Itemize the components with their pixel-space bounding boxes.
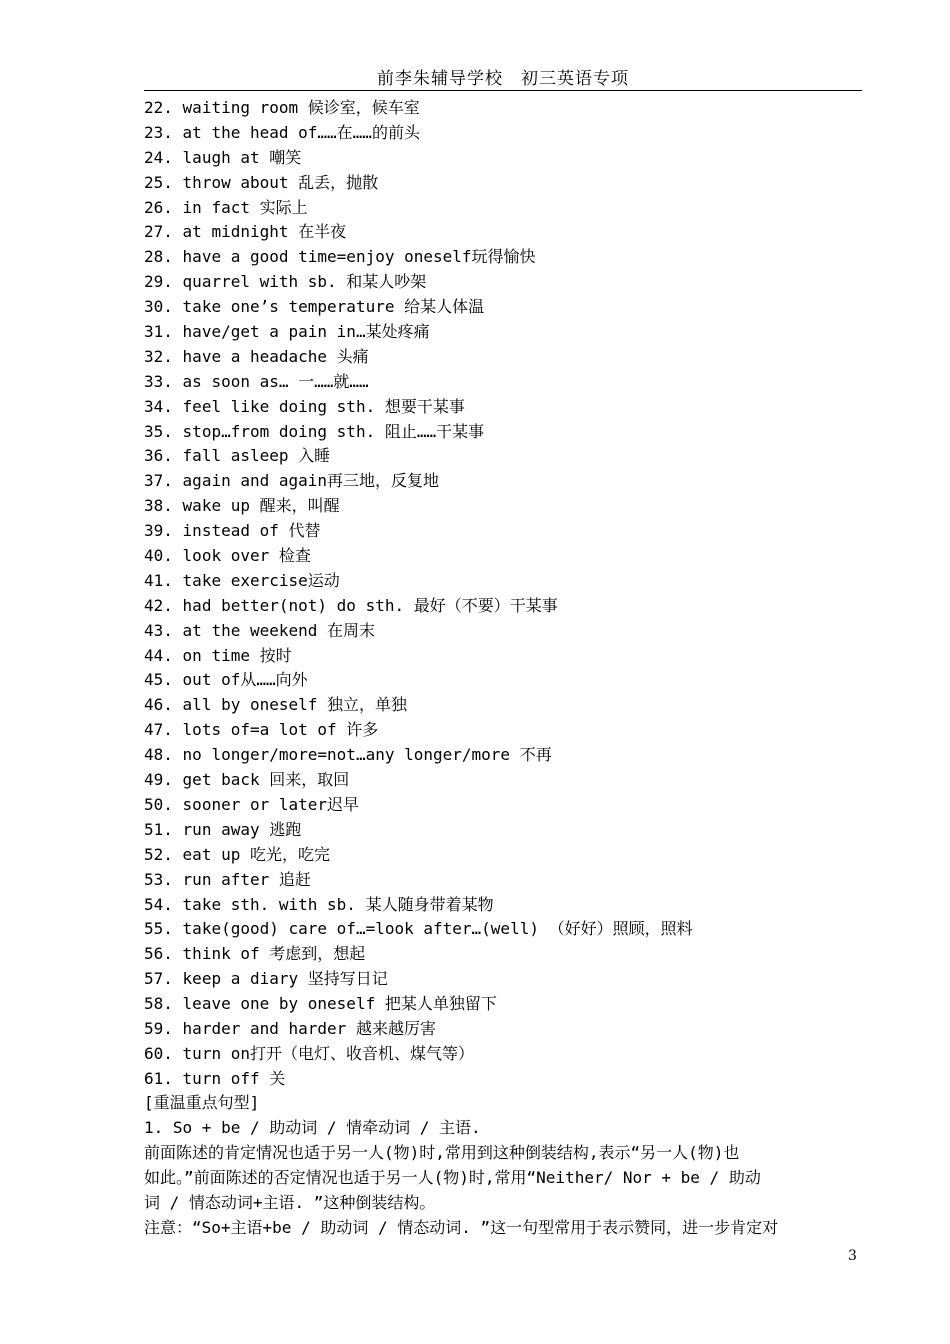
item-text: at the weekend 在周末 bbox=[182, 620, 376, 640]
item-text: fall asleep 入睡 bbox=[182, 446, 331, 466]
item-text: in fact 实际上 bbox=[182, 197, 308, 217]
item-text: take sth. with sb. 某人随身带着某物 bbox=[182, 894, 494, 914]
item-text: look over 检查 bbox=[182, 546, 311, 566]
item-text: quarrel with sb. 和某人吵架 bbox=[182, 272, 427, 292]
list-item bbox=[144, 893, 864, 918]
item-text: throw about 乱丢，抛散 bbox=[182, 172, 379, 192]
item-text: turn off 关 bbox=[182, 1068, 286, 1088]
vocabulary-list bbox=[144, 96, 864, 1092]
list-item bbox=[144, 942, 864, 967]
list-item bbox=[144, 693, 864, 718]
list-item bbox=[144, 594, 864, 619]
item-text: run away 逃跑 bbox=[182, 819, 302, 839]
list-item bbox=[144, 121, 864, 146]
item-text: eat up 吃光，吃完 bbox=[182, 844, 330, 864]
list-item bbox=[144, 743, 864, 768]
header-rule bbox=[144, 90, 862, 91]
key-sentence-section bbox=[144, 1091, 864, 1240]
item-text: out of从……向外 bbox=[182, 670, 308, 690]
item-number: 52. bbox=[144, 844, 173, 864]
item-number: 44. bbox=[144, 645, 173, 665]
page-header: 前李朱辅导学校 初三英语专项 bbox=[377, 69, 629, 89]
item-text: on time 按时 bbox=[182, 645, 292, 665]
item-number: 50. bbox=[144, 794, 173, 814]
item-text: all by oneself 独立，单独 bbox=[182, 695, 408, 715]
item-number: 26. bbox=[144, 197, 173, 217]
list-item bbox=[144, 196, 864, 221]
item-text: have/get a pain in…某处疼痛 bbox=[182, 322, 430, 342]
list-item bbox=[144, 494, 864, 519]
item-number: 41. bbox=[144, 570, 173, 590]
item-text: lots of=a lot of 许多 bbox=[182, 720, 379, 740]
item-text: sooner or later迟早 bbox=[182, 794, 360, 814]
item-text: at midnight 在半夜 bbox=[182, 222, 347, 242]
item-number: 40. bbox=[144, 546, 173, 566]
list-item bbox=[144, 519, 864, 544]
item-number: 23. bbox=[144, 122, 173, 142]
list-item bbox=[144, 420, 864, 445]
item-number: 48. bbox=[144, 745, 173, 765]
item-number: 58. bbox=[144, 994, 173, 1014]
item-number: 27. bbox=[144, 222, 173, 242]
list-item bbox=[144, 569, 864, 594]
item-number: 45. bbox=[144, 670, 173, 690]
item-number: 25. bbox=[144, 172, 173, 192]
item-text: laugh at 嘲笑 bbox=[182, 147, 302, 167]
item-text: waiting room 候诊室，候车室 bbox=[182, 98, 420, 117]
paragraph-line: 如此。”前面陈述的否定情况也适于另一人(物)时,常用“Neither/ Nor + be / 助动 bbox=[144, 1167, 761, 1187]
item-text: take exercise运动 bbox=[182, 570, 340, 590]
list-item bbox=[144, 444, 864, 469]
list-item bbox=[144, 320, 864, 345]
item-number: 51. bbox=[144, 819, 173, 839]
list-item bbox=[144, 668, 864, 693]
item-text: turn on打开（电灯、收音机、煤气等） bbox=[182, 1043, 474, 1063]
item-text: take(good) care of…=look after…(well) （好好）照顾，照料 bbox=[182, 919, 693, 939]
item-number: 37. bbox=[144, 471, 173, 491]
item-number: 54. bbox=[144, 894, 173, 914]
item-number: 49. bbox=[144, 770, 173, 790]
item-number: 46. bbox=[144, 695, 173, 715]
item-number: 24. bbox=[144, 147, 173, 167]
item-text: have a good time=enjoy oneself玩得愉快 bbox=[182, 247, 536, 267]
item-text: think of 考虑到，想起 bbox=[182, 944, 366, 964]
item-number: 61. bbox=[144, 1068, 173, 1088]
item-number: 33. bbox=[144, 371, 173, 391]
item-text: feel like doing sth. 想要干某事 bbox=[182, 396, 465, 416]
list-item bbox=[144, 843, 864, 868]
list-item bbox=[144, 295, 864, 320]
item-number: 29. bbox=[144, 272, 173, 292]
list-item bbox=[144, 868, 864, 893]
item-number: 28. bbox=[144, 247, 173, 267]
list-item bbox=[144, 718, 864, 743]
list-item bbox=[144, 395, 864, 420]
list-item bbox=[144, 1042, 864, 1067]
item-text: stop…from doing sth. 阻止……干某事 bbox=[182, 421, 485, 441]
item-text: no longer/more=not…any longer/more 不再 bbox=[182, 745, 552, 765]
list-item bbox=[144, 370, 864, 395]
paragraph-line: 词 / 情态动词+主语. ”这种倒装结构。 bbox=[144, 1192, 436, 1212]
list-item bbox=[144, 270, 864, 295]
list-item bbox=[144, 469, 864, 494]
item-number: 39. bbox=[144, 521, 173, 541]
item-text: have a headache 头痛 bbox=[182, 346, 369, 366]
list-item bbox=[144, 768, 864, 793]
item-number: 34. bbox=[144, 396, 173, 416]
item-text: run after 追赶 bbox=[182, 869, 311, 889]
list-item bbox=[144, 619, 864, 644]
item-text: keep a diary 坚持写日记 bbox=[182, 969, 388, 989]
item-number: 42. bbox=[144, 595, 173, 615]
item-text: leave one by oneself 把某人单独留下 bbox=[182, 994, 497, 1014]
list-item bbox=[144, 1017, 864, 1042]
list-item bbox=[144, 96, 864, 121]
paragraph-line: 前面陈述的肯定情况也适于另一人(物)时,常用到这种倒装结构,表示“另一人(物)也 bbox=[144, 1142, 740, 1162]
list-item bbox=[144, 992, 864, 1017]
section-heading: [重温重点句型] bbox=[144, 1093, 260, 1112]
item-number: 60. bbox=[144, 1043, 173, 1063]
list-item bbox=[144, 146, 864, 171]
list-item bbox=[144, 917, 864, 942]
note-line: 注意：“So+主语+be / 助动词 / 情态动词. ”这一句型常用于表示赞同，进一步肯定对 bbox=[144, 1217, 779, 1237]
item-text: take one’s temperature 给某人体温 bbox=[182, 297, 485, 317]
item-number: 36. bbox=[144, 446, 173, 466]
item-number: 43. bbox=[144, 620, 173, 640]
item-number: 53. bbox=[144, 869, 173, 889]
item-number: 55. bbox=[144, 919, 173, 939]
item-text: harder and harder 越来越厉害 bbox=[182, 1018, 436, 1038]
list-item bbox=[144, 818, 864, 843]
item-text: had better(not) do sth. 最好（不要）干某事 bbox=[182, 595, 558, 615]
item-number: 32. bbox=[144, 346, 173, 366]
item-text: instead of 代替 bbox=[182, 521, 321, 541]
rule-1: 1. So + be / 助动词 / 情牵动词 / 主语. bbox=[144, 1117, 481, 1137]
list-item bbox=[144, 967, 864, 992]
list-item bbox=[144, 544, 864, 569]
list-item bbox=[144, 245, 864, 270]
item-number: 56. bbox=[144, 944, 173, 964]
item-text: get back 回来，取回 bbox=[182, 770, 350, 790]
item-number: 30. bbox=[144, 297, 173, 317]
item-number: 31. bbox=[144, 322, 173, 342]
list-item bbox=[144, 171, 864, 196]
list-item bbox=[144, 220, 864, 245]
item-number: 59. bbox=[144, 1018, 173, 1038]
item-number: 35. bbox=[144, 421, 173, 441]
item-number: 22. bbox=[144, 98, 173, 117]
item-text: again and again再三地，反复地 bbox=[182, 471, 440, 491]
item-text: at the head of……在……的前头 bbox=[182, 122, 420, 142]
list-item bbox=[144, 644, 864, 669]
item-number: 57. bbox=[144, 969, 173, 989]
list-item bbox=[144, 793, 864, 818]
item-number: 38. bbox=[144, 496, 173, 516]
item-text: as soon as… 一……就…… bbox=[182, 371, 369, 391]
item-number: 47. bbox=[144, 720, 173, 740]
item-text: wake up 醒来，叫醒 bbox=[182, 496, 340, 516]
page-number: 3 bbox=[848, 1248, 857, 1264]
list-item bbox=[144, 1067, 864, 1092]
list-item bbox=[144, 345, 864, 370]
